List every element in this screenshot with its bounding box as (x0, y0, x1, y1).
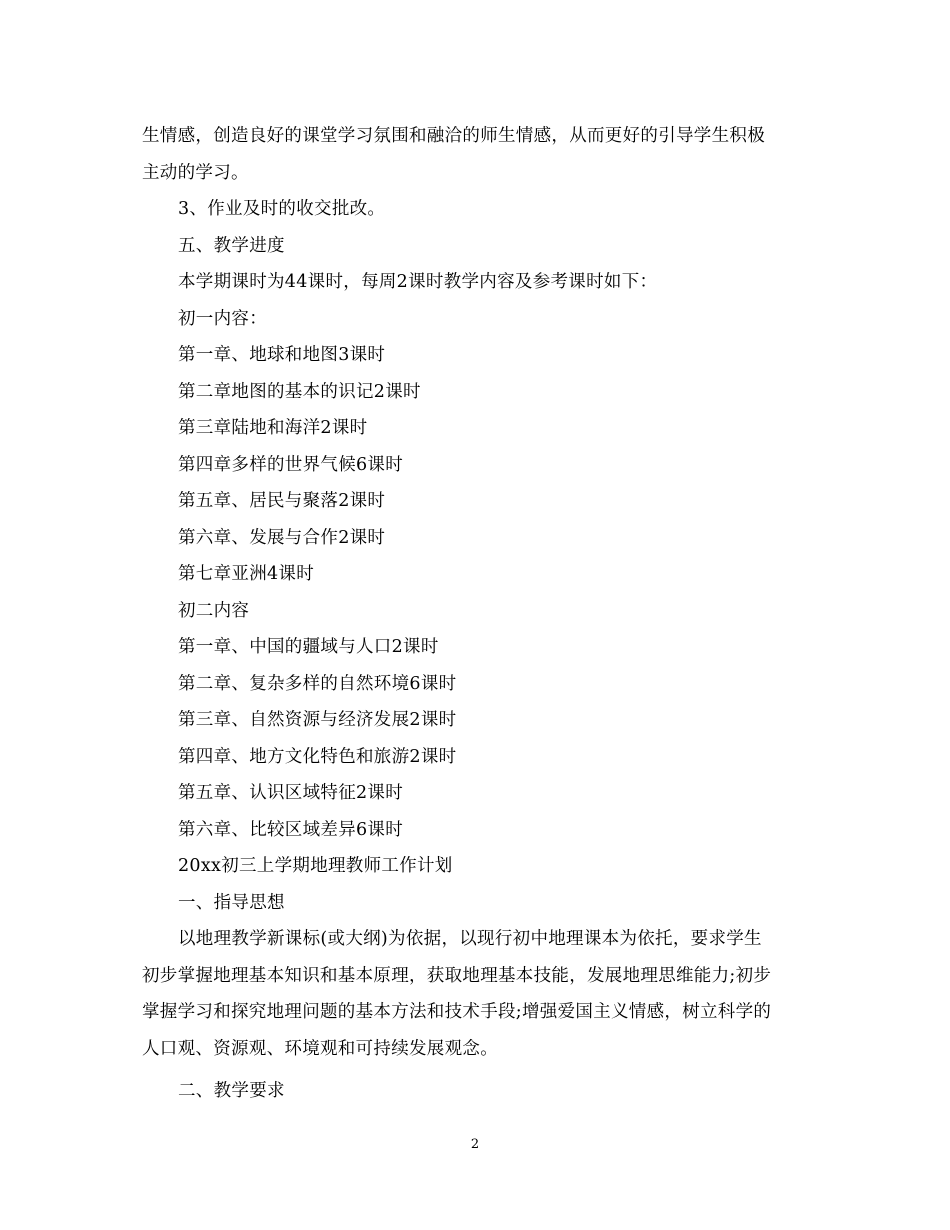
subheading: 初一内容： (178, 308, 267, 329)
section-heading: 一、指导思想 (178, 892, 285, 913)
list-item: 第二章地图的基本的识记2课时 (178, 381, 421, 402)
text-line: 初步掌握地理基本知识和基本原理，获取地理基本技能，发展地理思维能力;初步 (142, 965, 772, 986)
list-item: 第七章亚洲4课时 (178, 564, 315, 584)
list-item: 第六章、发展与合作2课时 (178, 527, 386, 548)
document-body (142, 118, 812, 1110)
text-line: 3、作业及时的收交批改。 (178, 199, 386, 219)
text-line: 掌握学习和探究地理问题的基本方法和技术手段;增强爱国主义情感，树立科学的 (142, 1002, 772, 1022)
page-number: 2 (470, 1137, 480, 1152)
list-item: 第三章陆地和海洋2课时 (178, 418, 368, 438)
list-item: 第二章、复杂多样的自然环境6课时 (178, 673, 457, 694)
list-item: 第三章、自然资源与经济发展2课时 (178, 710, 457, 730)
list-item: 第一章、地球和地图3课时 (178, 345, 386, 365)
text-line: 人口观、资源观、环境观和可持续发展观念。 (142, 1038, 498, 1059)
list-item: 第四章、地方文化特色和旅游2课时 (178, 746, 457, 767)
text-line: 生情感，创造良好的课堂学习氛围和融洽的师生情感，从而更好的引导学生积极 (142, 126, 765, 146)
list-item: 第六章、比较区域差异6课时 (178, 819, 404, 840)
subheading: 初二内容 (178, 600, 250, 621)
text-line: 本学期课时为44课时，每周2课时教学内容及参考课时如下： (178, 272, 658, 292)
list-item: 第四章多样的世界气候6课时 (178, 454, 404, 475)
list-item: 第五章、认识区域特征2课时 (178, 783, 404, 803)
section-heading: 二、教学要求 (178, 1081, 285, 1101)
text-line: 以地理教学新课标(或大纲)为依据，以现行初中地理课本为依托，要求学生 (178, 929, 762, 949)
list-item: 第五章、居民与聚落2课时 (178, 491, 386, 511)
text-line: 主动的学习。 (142, 162, 249, 183)
document-title: 20xx初三上学期地理教师工作计划 (178, 856, 453, 876)
section-heading: 五、教学进度 (178, 235, 285, 256)
list-item: 第一章、中国的疆域与人口2课时 (178, 637, 439, 657)
